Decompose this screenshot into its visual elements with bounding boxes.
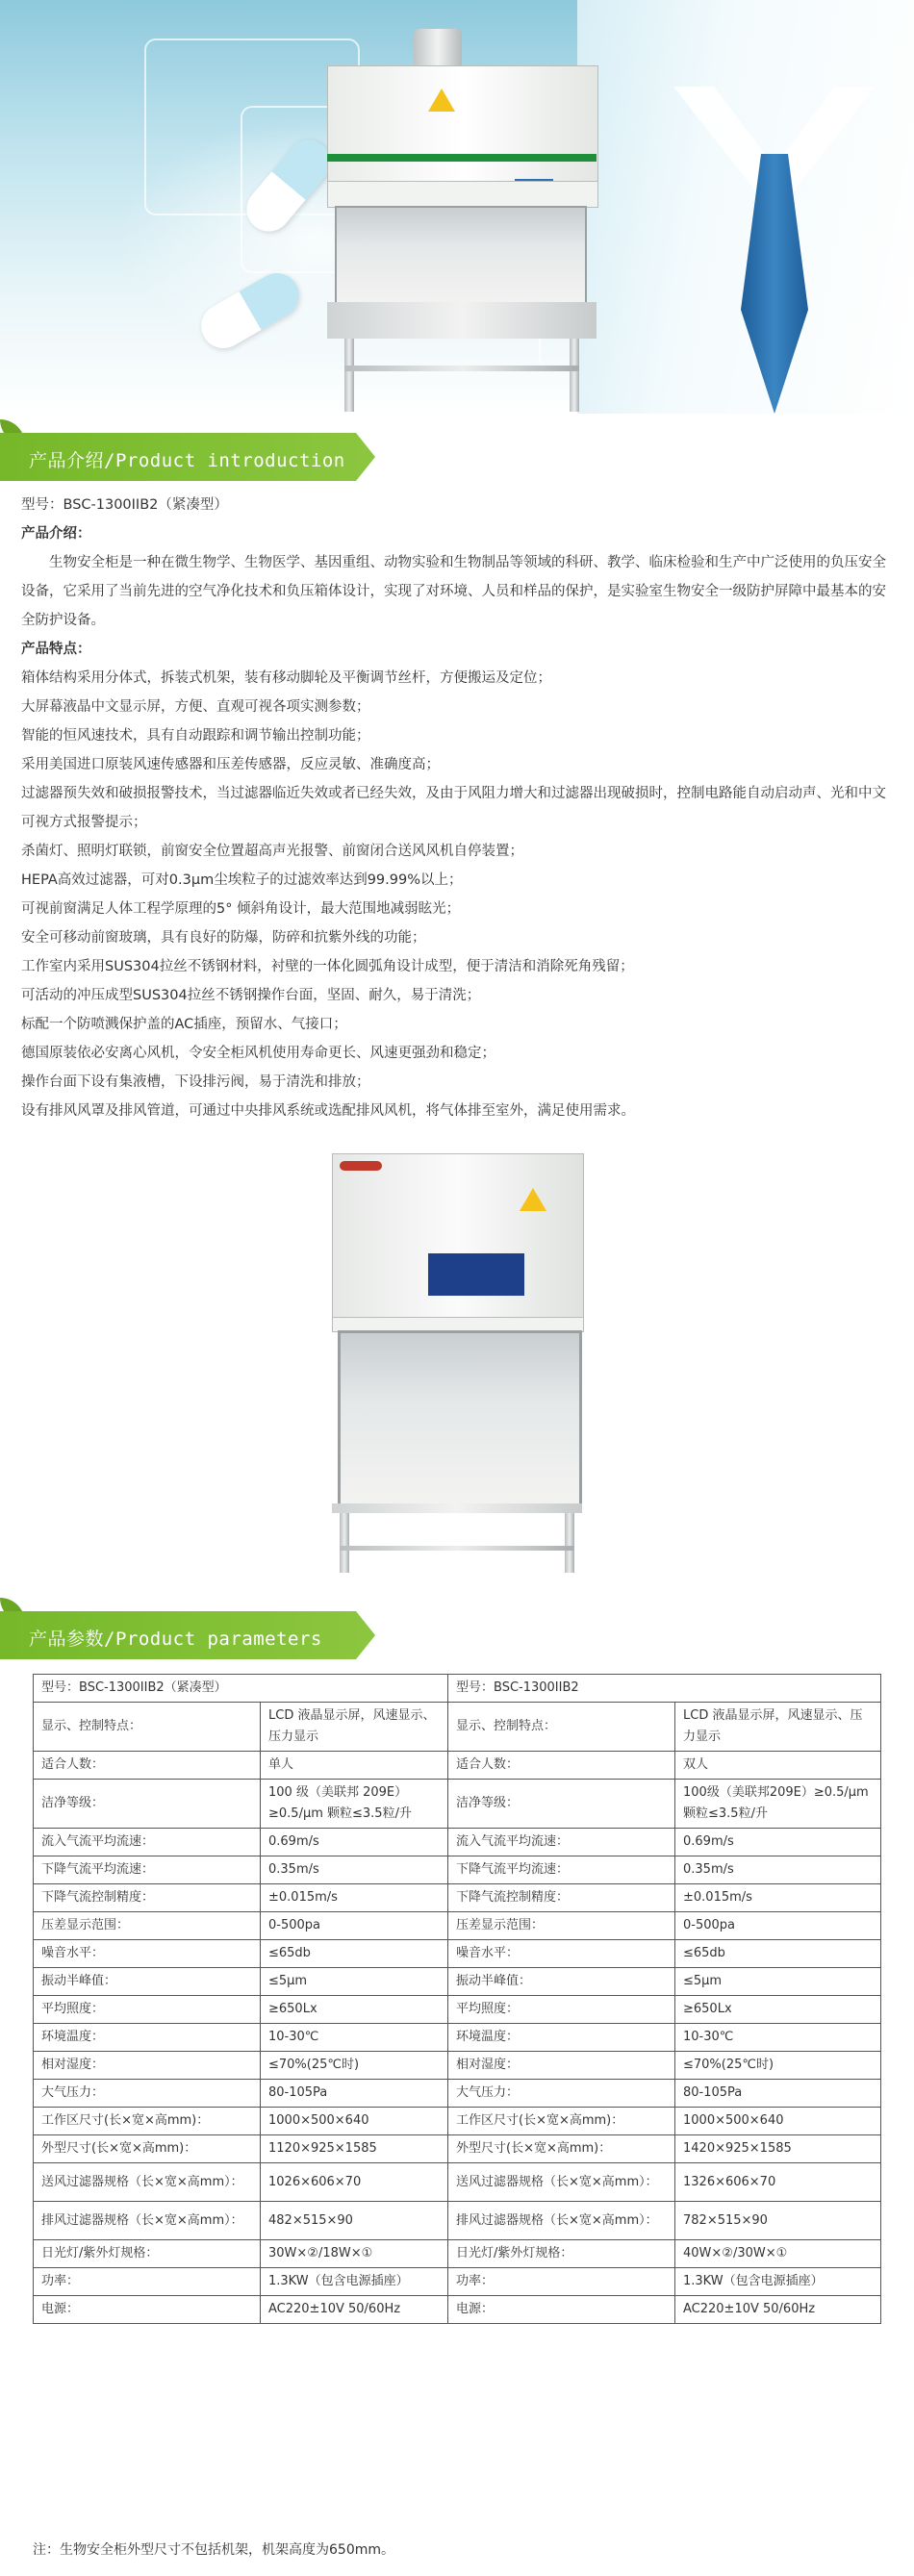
- param-value-cell: ±0.015m/s: [675, 1884, 881, 1912]
- model-header-cell: 型号：BSC-1300IIB2（紧凑型）: [34, 1675, 448, 1703]
- param-value-cell: 1.3KW（包含电源插座）: [261, 2268, 448, 2296]
- table-row: [34, 2135, 881, 2163]
- param-label-cell: 日光灯/紫外灯规格：: [448, 2240, 675, 2268]
- param-label-cell: 下降气流平均流速：: [448, 1856, 675, 1884]
- param-value-cell: 100级（美联邦209E）≥0.5/μm颗粒≤3.5粒/升: [675, 1780, 881, 1829]
- param-value-cell: 1000×500×640: [675, 2108, 881, 2135]
- param-value-cell: ≤70%(25℃时): [675, 2052, 881, 2080]
- param-label-cell: 工作区尺寸(长×宽×高mm)：: [34, 2108, 261, 2135]
- table-row: [34, 1968, 881, 1996]
- feature-item: 采用美国进口原装风速传感器和压差传感器，反应灵敏、准确度高；: [21, 757, 440, 772]
- table-row: [34, 1752, 881, 1780]
- param-value-cell: 10-30℃: [261, 2024, 448, 2052]
- param-value-cell: LCD 液晶显示屏，风速显示、压力显示: [261, 1703, 448, 1752]
- param-label-cell: 平均照度：: [34, 1996, 261, 2024]
- param-label-cell: 电源：: [448, 2296, 675, 2324]
- param-label-cell: 平均照度：: [448, 1996, 675, 2024]
- biosafety-cabinet-image: [322, 1149, 592, 1573]
- intro-text-block: [21, 491, 892, 1125]
- feature-item: HEPA高效过滤器，可对0.3μm尘埃粒子的过滤效率达到99.99%以上；: [21, 872, 463, 888]
- param-value-cell: 10-30℃: [675, 2024, 881, 2052]
- param-label-cell: 振动半峰值：: [34, 1968, 261, 1996]
- param-value-cell: ≤5μm: [261, 1968, 448, 1996]
- table-row: [34, 2268, 881, 2296]
- param-value-cell: AC220±10V 50/60Hz: [261, 2296, 448, 2324]
- feature-item: 可视前窗满足人体工程学原理的5° 倾斜角设计，最大范围地减弱眩光；: [21, 901, 461, 917]
- table-row: [34, 1912, 881, 1940]
- param-value-cell: 30W×②/18W×①: [261, 2240, 448, 2268]
- feature-item: 设有排风风罩及排风管道，可通过中央排风系统或选配排风风机，将气体排至室外，满足使用需求。: [21, 1103, 635, 1119]
- biohazard-icon: [428, 88, 455, 112]
- param-label-cell: 环境温度：: [448, 2024, 675, 2052]
- section-banner-intro: [0, 433, 385, 481]
- param-value-cell: 1000×500×640: [261, 2108, 448, 2135]
- param-value-cell: 100 级（美联邦 209E）≥0.5/μm 颗粒≤3.5粒/升: [261, 1780, 448, 1829]
- table-row: [34, 2024, 881, 2052]
- table-row: [34, 2163, 881, 2202]
- param-value-cell: LCD 液晶显示屏，风速显示、压力显示: [675, 1703, 881, 1752]
- feature-item: 智能的恒风速技术，具有自动跟踪和调节输出控制功能；: [21, 728, 370, 744]
- param-label-cell: 下降气流控制精度：: [34, 1884, 261, 1912]
- param-label-cell: 排风过滤器规格（长×宽×高mm）：: [448, 2202, 675, 2240]
- feature-item: 工作室内采用SUS304拉丝不锈钢材料，衬壁的一体化圆弧角设计成型，便于清洁和消除死角残留；: [21, 959, 634, 974]
- param-value-cell: 0.69m/s: [261, 1829, 448, 1856]
- table-row: [34, 1829, 881, 1856]
- feature-item: 标配一个防喷溅保护盖的AC插座，预留水、气接口；: [21, 1017, 347, 1032]
- param-label-cell: 功率：: [448, 2268, 675, 2296]
- param-label-cell: 大气压力：: [34, 2080, 261, 2108]
- table-row: [34, 1856, 881, 1884]
- intro-paragraph: 生物安全柜是一种在微生物学、生物医学、基因重组、动物实验和生物制品等领域的科研、教学、临床检验和生产中广泛使用的负压安全设备，它采用了当前先进的空气净化技术和负压箱体设计，实现了对环境、人员和样品的保护，是实验室生物安全一级防护屏障中最基本的安全防护设备。: [21, 555, 886, 628]
- table-row: [34, 2296, 881, 2324]
- feature-item: 德国原装依必安离心风机，令安全柜风机使用寿命更长、风速更强劲和稳定；: [21, 1046, 495, 1061]
- param-label-cell: 显示、控制特点：: [34, 1703, 261, 1752]
- param-label-cell: 外型尺寸(长×宽×高mm)：: [448, 2135, 675, 2163]
- table-row: [34, 2240, 881, 2268]
- table-row: [34, 1703, 881, 1752]
- table-row: [34, 1884, 881, 1912]
- param-label-cell: 下降气流控制精度：: [448, 1884, 675, 1912]
- table-row: [34, 1940, 881, 1968]
- section-banner-params: [0, 1611, 385, 1659]
- biosafety-cabinet-image: [317, 19, 606, 414]
- param-value-cell: ≤5μm: [675, 1968, 881, 1996]
- model-header-cell: 型号：BSC-1300IIB2: [448, 1675, 881, 1703]
- feature-item: 杀菌灯、照明灯联锁，前窗安全位置超高声光报警、前窗闭合送风风机自停装置；: [21, 844, 523, 859]
- doctor-image: [577, 0, 914, 414]
- param-label-cell: 送风过滤器规格（长×宽×高mm）：: [34, 2163, 261, 2202]
- param-value-cell: 0.69m/s: [675, 1829, 881, 1856]
- param-label-cell: 洁净等级：: [448, 1780, 675, 1829]
- param-value-cell: ±0.015m/s: [261, 1884, 448, 1912]
- table-row: [34, 2108, 881, 2135]
- param-label-cell: 流入气流平均流速：: [34, 1829, 261, 1856]
- param-label-cell: 排风过滤器规格（长×宽×高mm）：: [34, 2202, 261, 2240]
- section-title: 产品介绍/Product introduction: [29, 450, 345, 471]
- param-value-cell: 0.35m/s: [675, 1856, 881, 1884]
- feature-item: 安全可移动前窗玻璃，具有良好的防爆，防碎和抗紫外线的功能；: [21, 930, 426, 946]
- param-value-cell: 1120×925×1585: [261, 2135, 448, 2163]
- param-value-cell: ≥650Lx: [261, 1996, 448, 2024]
- table-row: [34, 1780, 881, 1829]
- param-label-cell: 下降气流平均流速：: [34, 1856, 261, 1884]
- param-label-cell: 日光灯/紫外灯规格：: [34, 2240, 261, 2268]
- param-value-cell: ≤70%(25℃时): [261, 2052, 448, 2080]
- param-value-cell: 1326×606×70: [675, 2163, 881, 2202]
- param-label-cell: 相对湿度：: [448, 2052, 675, 2080]
- param-label-cell: 噪音水平：: [34, 1940, 261, 1968]
- footnote: 注：生物安全柜外型尺寸不包括机架，机架高度为650mm。: [33, 2542, 394, 2558]
- param-value-cell: ≥650Lx: [675, 1996, 881, 2024]
- section-title: 产品参数/Product parameters: [29, 1629, 322, 1650]
- param-label-cell: 相对湿度：: [34, 2052, 261, 2080]
- param-label-cell: 适合人数：: [34, 1752, 261, 1780]
- param-value-cell: 双人: [675, 1752, 881, 1780]
- model-line: 型号：BSC-1300IIB2（紧凑型）: [21, 497, 228, 513]
- feature-item: 操作台面下设有集液槽，下设排污阀，易于清洗和排放；: [21, 1074, 370, 1090]
- param-value-cell: 1420×925×1585: [675, 2135, 881, 2163]
- param-label-cell: 送风过滤器规格（长×宽×高mm）：: [448, 2163, 675, 2202]
- param-label-cell: 适合人数：: [448, 1752, 675, 1780]
- param-label-cell: 外型尺寸(长×宽×高mm)：: [34, 2135, 261, 2163]
- param-label-cell: 环境温度：: [34, 2024, 261, 2052]
- param-value-cell: ≤65db: [261, 1940, 448, 1968]
- param-label-cell: 振动半峰值：: [448, 1968, 675, 1996]
- param-value-cell: 0.35m/s: [261, 1856, 448, 1884]
- param-label-cell: 流入气流平均流速：: [448, 1829, 675, 1856]
- feature-item: 过滤器预失效和破损报警技术，当过滤器临近失效或者已经失效，及由于风阻力增大和过滤器出现破损时，控制电路能自动启动声、光和中文可视方式报警提示；: [21, 786, 886, 830]
- param-value-cell: 782×515×90: [675, 2202, 881, 2240]
- param-value-cell: 1.3KW（包含电源插座）: [675, 2268, 881, 2296]
- param-label-cell: 压差显示范围：: [448, 1912, 675, 1940]
- feature-item: 大屏幕液晶中文显示屏，方便、直观可视各项实测参数；: [21, 699, 370, 715]
- param-value-cell: 80-105Pa: [675, 2080, 881, 2108]
- table-row: [34, 2080, 881, 2108]
- param-value-cell: 1026×606×70: [261, 2163, 448, 2202]
- param-label-cell: 显示、控制特点：: [448, 1703, 675, 1752]
- table-row: [34, 2052, 881, 2080]
- table-header-row: [34, 1675, 881, 1703]
- brand-logo: [340, 1161, 382, 1171]
- param-value-cell: 40W×②/30W×①: [675, 2240, 881, 2268]
- table-row: [34, 1996, 881, 2024]
- param-value-cell: 单人: [261, 1752, 448, 1780]
- parameters-table: [33, 1674, 881, 2324]
- param-label-cell: 工作区尺寸(长×宽×高mm)：: [448, 2108, 675, 2135]
- hero-banner: [0, 0, 914, 414]
- param-value-cell: 0-500pa: [675, 1912, 881, 1940]
- feature-item: 箱体结构采用分体式，拆装式机架，装有移动脚轮及平衡调节丝杆，方便搬运及定位；: [21, 670, 551, 686]
- feature-item: 可活动的冲压成型SUS304拉丝不锈钢操作台面，坚固、耐久，易于清洗；: [21, 988, 481, 1003]
- param-label-cell: 噪音水平：: [448, 1940, 675, 1968]
- param-label-cell: 压差显示范围：: [34, 1912, 261, 1940]
- param-value-cell: 80-105Pa: [261, 2080, 448, 2108]
- biohazard-icon: [520, 1188, 546, 1211]
- param-label-cell: 洁净等级：: [34, 1780, 261, 1829]
- features-heading: 产品特点：: [21, 642, 91, 657]
- param-value-cell: ≤65db: [675, 1940, 881, 1968]
- param-label-cell: 电源：: [34, 2296, 261, 2324]
- param-label-cell: 大气压力：: [448, 2080, 675, 2108]
- param-label-cell: 功率：: [34, 2268, 261, 2296]
- param-value-cell: 482×515×90: [261, 2202, 448, 2240]
- param-value-cell: 0-500pa: [261, 1912, 448, 1940]
- param-value-cell: AC220±10V 50/60Hz: [675, 2296, 881, 2324]
- intro-heading: 产品介绍：: [21, 526, 91, 542]
- table-row: [34, 2202, 881, 2240]
